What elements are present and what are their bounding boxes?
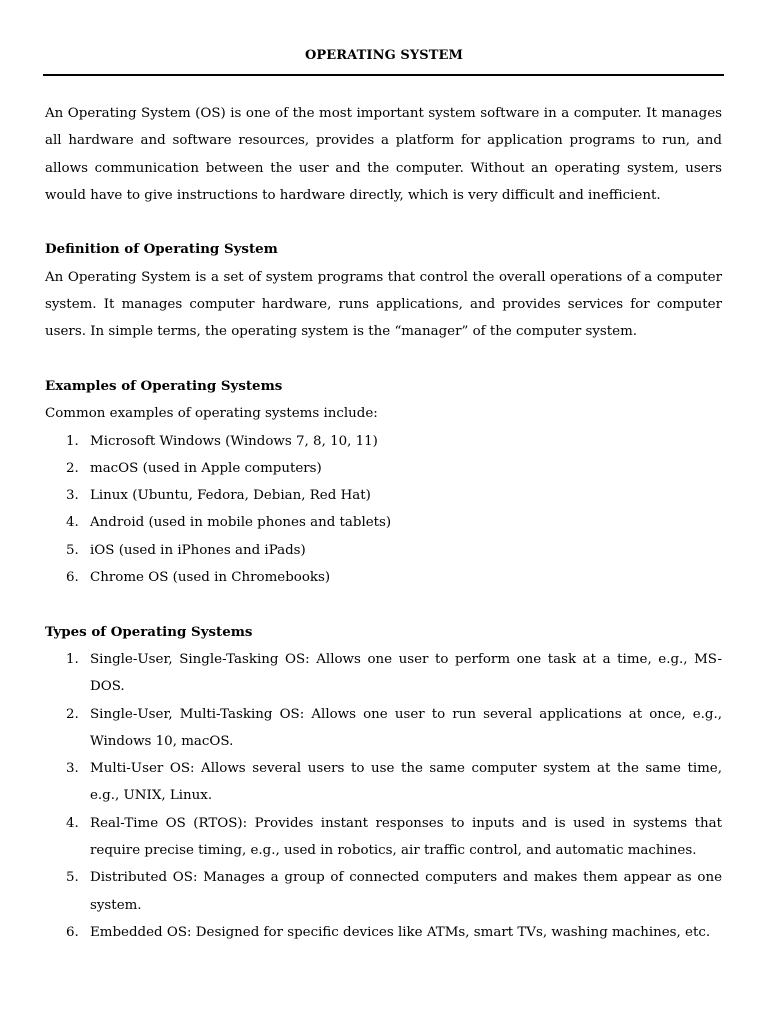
list-item [45,864,722,919]
list-item-text: Embedded OS: Designed for specific devices like ATMs, smart TVs, washing machines, etc. [90,924,711,940]
types-list [45,646,722,946]
list-number: 1. [66,651,79,667]
list-item-text: macOS (used in Apple computers) [90,460,322,476]
title-divider [43,74,724,76]
list-item [45,509,722,536]
list-item [45,919,722,946]
examples-list [45,428,722,592]
types-heading: Types of Operating Systems [45,623,253,640]
examples-heading: Examples of Operating Systems [45,377,283,394]
list-item [45,755,722,810]
list-item [45,537,722,564]
list-item-text: Multi-User OS: Allows several users to use the same computer system at the same time, e.g., UNIX, Linux. [90,761,722,804]
spacer [45,209,722,236]
list-number: 6. [66,570,79,586]
list-item-text: Linux (Ubuntu, Fedora, Debian, Red Hat) [90,488,371,504]
definition-heading: Definition of Operating System [45,241,278,258]
list-number: 1. [66,433,79,449]
list-item-text: iOS (used in iPhones and iPads) [90,542,306,558]
list-item-text: Chrome OS (used in Chromebooks) [90,570,331,586]
list-item-text: Real-Time OS (RTOS): Provides instant responses to inputs and is used in systems that require precise timing, e.g., used in robotics, air traffic control, and automatic machines. [90,815,722,859]
intro-paragraph: An Operating System (OS) is one of the most important system software in a computer. It manages all hardware and software resources, provides a platform for application programs to run, and allows communication between the user and the computer. Without an operating system, users would have to give instructions to hardware directly, which is very difficult and inefficient. [45,106,722,203]
list-number: 5. [66,542,79,558]
list-item-text: Single-User, Single-Tasking OS: Allows one user to perform one task at a time, e.g., MS-DOS. [90,651,722,695]
list-number: 6. [66,924,79,940]
list-item-text: Microsoft Windows (Windows 7, 8, 10, 11) [90,433,378,449]
list-item [45,810,722,865]
list-item [45,455,722,482]
list-item-text: Android (used in mobile phones and tablets) [90,515,392,531]
spacer [45,591,722,618]
list-item [45,646,722,701]
list-item-text: Distributed OS: Manages a group of connected computers and makes them appear as one system. [90,870,722,913]
list-number: 3. [66,488,79,504]
list-number: 4. [66,515,79,531]
list-number: 2. [66,460,79,476]
list-number: 2. [66,706,79,722]
document-body [45,100,722,946]
spacer [45,346,722,373]
list-item-text: Single-User, Multi-Tasking OS: Allows one user to run several applications at once, e.g., Windows 10, macOS. [90,706,722,749]
list-number: 3. [66,761,79,777]
list-item [45,564,722,591]
list-item [45,701,722,756]
examples-intro: Common examples of operating systems include: [45,406,378,422]
list-number: 4. [66,815,79,831]
list-number: 5. [66,870,79,886]
document-title: OPERATING SYSTEM [304,48,464,63]
list-item [45,428,722,455]
definition-paragraph: An Operating System is a set of system programs that control the overall operations of a computer system. It manages computer hardware, runs applications, and provides services for computer users. In simple terms, the operating system is the “manager” of the computer system. [45,269,722,340]
list-item [45,482,722,509]
